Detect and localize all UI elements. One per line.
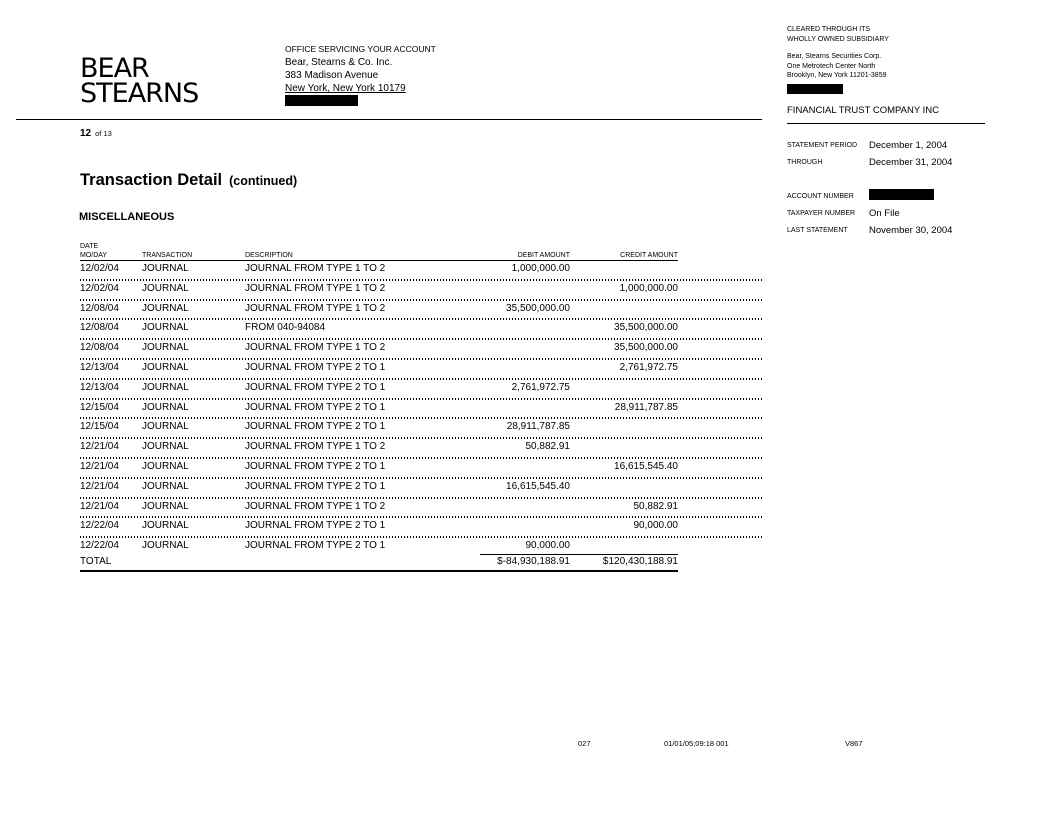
- row-transaction: JOURNAL: [142, 460, 189, 472]
- redacted-account-number: [869, 189, 934, 200]
- total-label: TOTAL: [80, 556, 112, 567]
- row-debit-amount: 1,000,000.00: [511, 263, 570, 274]
- row-date: 12/08/04: [80, 322, 119, 334]
- table-row: [80, 479, 762, 499]
- panel-divider: [787, 123, 985, 124]
- footer-timestamp: 01/01/05;09:18 001: [664, 739, 729, 748]
- office-street: 383 Madison Avenue: [285, 70, 379, 81]
- col-transaction-header: TRANSACTION: [142, 252, 193, 259]
- row-transaction: JOURNAL: [142, 480, 189, 492]
- header-divider: [16, 119, 762, 120]
- row-description: JOURNAL FROM TYPE 1 TO 2: [245, 302, 386, 314]
- row-date: 12/15/04: [80, 421, 119, 433]
- row-credit-amount: 28,911,787.85: [614, 401, 678, 413]
- redacted-block: [787, 84, 843, 94]
- row-date: 12/22/04: [80, 540, 119, 552]
- cleared-through-line-1: CLEARED THROUGH ITS: [787, 26, 871, 33]
- col-date-header-1: DATE: [80, 243, 99, 250]
- page-total: of 13: [95, 129, 112, 138]
- clearing-address-1: Bear, Stearns Securities Corp.: [787, 53, 882, 60]
- footer-version: V867: [845, 739, 863, 748]
- row-date: 12/13/04: [80, 381, 119, 393]
- last-statement-label: LAST STATEMENT: [787, 226, 848, 234]
- page-title: [80, 171, 297, 190]
- section-heading: MISCELLANEOUS: [79, 211, 175, 223]
- clearing-address-2: One Metrotech Center North: [787, 62, 876, 70]
- row-date: 12/13/04: [80, 361, 119, 373]
- taxpayer-number-value: On File: [869, 207, 900, 219]
- statement-period-label: STATEMENT PERIOD: [787, 141, 858, 149]
- taxpayer-number-label: TAXPAYER NUMBER: [787, 209, 856, 217]
- col-credit-header: CREDIT AMOUNT: [620, 252, 678, 259]
- row-transaction: JOURNAL: [142, 381, 189, 393]
- statement-info-table: [787, 137, 952, 239]
- row-date: 12/21/04: [80, 441, 119, 453]
- row-transaction: JOURNAL: [142, 500, 189, 512]
- through-label: THROUGH: [787, 158, 823, 166]
- title-continued: (continued): [229, 174, 298, 188]
- row-transaction: JOURNAL: [142, 421, 189, 433]
- row-transaction: JOURNAL: [142, 302, 189, 314]
- row-debit-amount: 28,911,787.85: [506, 421, 570, 433]
- row-debit-amount: 2,761,972.75: [511, 381, 570, 393]
- statement-period-value: December 1, 2004: [869, 139, 948, 151]
- col-date-header-2: MO/DAY: [80, 252, 108, 259]
- account-name: FINANCIAL TRUST COMPANY INC: [787, 104, 940, 116]
- page-number: [80, 128, 112, 139]
- through-value: December 31, 2004: [869, 156, 953, 168]
- row-credit-amount: 1,000,000.00: [619, 282, 678, 294]
- row-description: JOURNAL FROM TYPE 2 TO 1: [245, 421, 386, 433]
- row-description: JOURNAL FROM TYPE 2 TO 1: [245, 520, 386, 532]
- row-credit-amount: 50,882.91: [633, 500, 678, 512]
- row-date: 12/21/04: [80, 500, 119, 512]
- page-current: 12: [80, 128, 92, 139]
- table-row: [80, 340, 762, 360]
- row-transaction: JOURNAL: [142, 322, 189, 334]
- table-row: [80, 518, 762, 538]
- row-description: FROM 040-94084: [245, 322, 326, 334]
- row-description: JOURNAL FROM TYPE 1 TO 2: [245, 282, 386, 294]
- table-row: [80, 281, 762, 301]
- table-row: [80, 419, 762, 439]
- redacted-block: [285, 95, 358, 106]
- total-row: [80, 555, 678, 571]
- office-name: Bear, Stearns & Co. Inc.: [285, 57, 393, 68]
- clearing-address-3: Brooklyn, New York 11201-3859: [787, 72, 887, 79]
- row-credit-amount: 16,615,545.40: [614, 460, 678, 472]
- row-debit-amount: 50,882.91: [525, 441, 570, 453]
- account-number-label: ACCOUNT NUMBER: [787, 192, 854, 200]
- row-transaction: JOURNAL: [142, 401, 189, 413]
- logo-line-2: STEARNS: [80, 78, 199, 109]
- row-description: JOURNAL FROM TYPE 2 TO 1: [245, 540, 386, 552]
- table-row: [80, 360, 762, 380]
- row-credit-amount: 35,500,000.00: [614, 322, 678, 334]
- col-description-header: DESCRIPTION: [245, 252, 293, 259]
- row-description: JOURNAL FROM TYPE 2 TO 1: [245, 480, 386, 492]
- row-credit-amount: 35,500,000.00: [614, 342, 678, 354]
- row-transaction: JOURNAL: [142, 263, 189, 274]
- total-credit: $120,430,188.91: [602, 556, 678, 567]
- row-description: JOURNAL FROM TYPE 1 TO 2: [245, 263, 386, 274]
- row-date: 12/08/04: [80, 342, 119, 354]
- row-transaction: JOURNAL: [142, 361, 189, 373]
- row-description: JOURNAL FROM TYPE 2 TO 1: [245, 460, 386, 472]
- table-row: [80, 439, 762, 459]
- title-main: Transaction Detail: [80, 171, 223, 189]
- col-debit-header: DEBIT AMOUNT: [517, 252, 570, 259]
- last-statement-value: November 30, 2004: [869, 224, 953, 236]
- row-date: 12/22/04: [80, 520, 119, 532]
- row-transaction: JOURNAL: [142, 520, 189, 532]
- table-row: [80, 320, 762, 340]
- row-description: JOURNAL FROM TYPE 2 TO 1: [245, 401, 386, 413]
- table-row: [80, 261, 762, 281]
- office-city: New York, New York 10179: [285, 83, 406, 94]
- row-transaction: JOURNAL: [142, 441, 189, 453]
- table-row: [80, 499, 762, 519]
- row-transaction: JOURNAL: [142, 540, 189, 552]
- total-overline: [480, 554, 678, 555]
- row-description: JOURNAL FROM TYPE 1 TO 2: [245, 342, 386, 354]
- row-date: 12/02/04: [80, 282, 119, 294]
- footer-code: 027: [578, 739, 591, 748]
- row-description: JOURNAL FROM TYPE 2 TO 1: [245, 361, 386, 373]
- row-debit-amount: 16,615,545.40: [506, 480, 570, 492]
- row-credit-amount: 90,000.00: [633, 520, 678, 532]
- row-transaction: JOURNAL: [142, 282, 189, 294]
- cleared-through-line-2: WHOLLY OWNED SUBSIDIARY: [787, 35, 889, 43]
- row-date: 12/21/04: [80, 480, 119, 492]
- row-date: 12/08/04: [80, 302, 119, 314]
- row-date: 12/21/04: [80, 460, 119, 472]
- account-info-panel: [787, 25, 1027, 239]
- row-transaction: JOURNAL: [142, 342, 189, 354]
- table-row: [80, 400, 762, 420]
- bear-stearns-logo: [80, 53, 200, 109]
- transaction-rows: [80, 261, 762, 558]
- row-credit-amount: 2,761,972.75: [619, 361, 678, 373]
- row-description: JOURNAL FROM TYPE 1 TO 2: [245, 500, 386, 512]
- table-row: [80, 380, 762, 400]
- office-header: OFFICE SERVICING YOUR ACCOUNT: [285, 44, 436, 54]
- total-underline: [80, 570, 678, 572]
- office-address: [285, 43, 436, 110]
- table-header: [80, 243, 678, 261]
- row-description: JOURNAL FROM TYPE 1 TO 2: [245, 441, 386, 453]
- logo-line-1: BEAR: [80, 53, 149, 84]
- row-description: JOURNAL FROM TYPE 2 TO 1: [245, 381, 386, 393]
- row-debit-amount: 90,000.00: [525, 540, 570, 552]
- row-date: 12/15/04: [80, 401, 119, 413]
- table-row: [80, 301, 762, 321]
- row-debit-amount: 35,500,000.00: [506, 302, 570, 314]
- total-debit: $-84,930,188.91: [497, 556, 570, 567]
- table-row: [80, 459, 762, 479]
- row-date: 12/02/04: [80, 263, 119, 274]
